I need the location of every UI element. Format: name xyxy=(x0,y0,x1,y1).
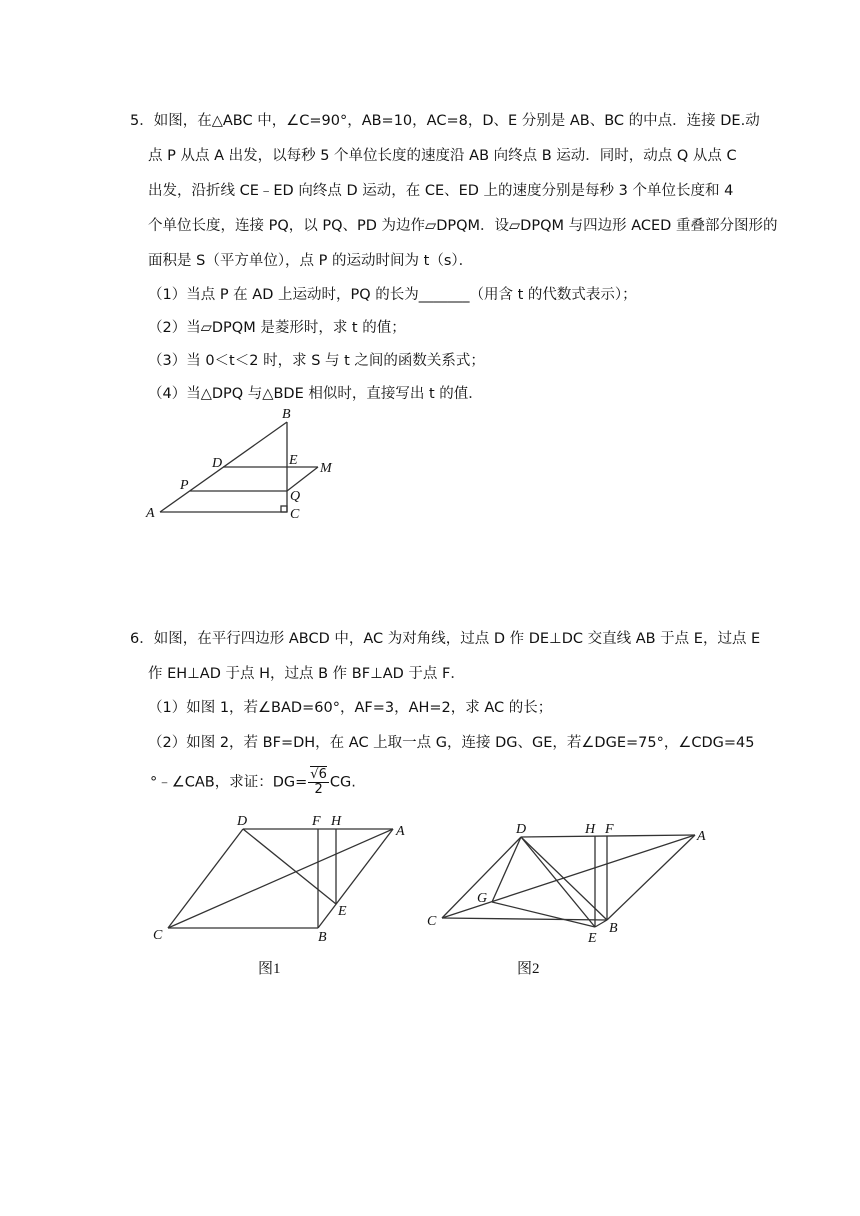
fig2-caption: 图2 xyxy=(517,961,540,977)
p6-question2a: （2）如图 2，若 BF=DH，在 AC 上取一点 G，连接 DG、GE，若∠DGE=75°，∠CDG=45 xyxy=(148,735,755,751)
fig1-label-C: C xyxy=(153,928,163,943)
fig1-label-F: F xyxy=(312,814,321,829)
sqrt6: √6 xyxy=(310,767,327,782)
p6-question1: （1）如图 1，若∠BAD=60°，AF=3，AH=2，求 AC 的长； xyxy=(148,700,553,716)
p5-label-Q: Q xyxy=(290,489,301,504)
p5-question2: （2）当▱DPQM 是菱形时，求 t 的值； xyxy=(148,320,406,336)
p5-line5: 面积是 S（平方单位），点 P 的运动时间为 t（s）． xyxy=(148,253,474,269)
fig1-label-A: A xyxy=(396,824,405,839)
fraction-denominator: 2 xyxy=(314,782,323,797)
fig2-label-A: A xyxy=(697,829,706,844)
p5-figure xyxy=(140,400,350,534)
fig2-label-E: E xyxy=(588,931,597,946)
sqrt6-over-2-fraction xyxy=(308,768,329,797)
fig2-label-B: B xyxy=(609,921,618,936)
p6-figure1 xyxy=(145,805,415,989)
p6-q2b-suffix: CG. xyxy=(329,774,356,791)
fig1-label-H: H xyxy=(331,814,342,829)
fig1-caption: 图1 xyxy=(258,961,281,977)
p5-label-C: C xyxy=(290,507,300,522)
p5-label-B: B xyxy=(282,407,291,422)
p6-q2b-prefix: °﹣∠CAB，求证：DG= xyxy=(150,774,308,791)
p5-label-P: P xyxy=(180,478,189,493)
fig2-label-G: G xyxy=(477,891,488,906)
fig1-label-B: B xyxy=(318,930,327,945)
p6-line1: 6．如图，在平行四边形 ABCD 中，AC 为对角线，过点 D 作 DE⊥DC 交直线 AB 于点 E，过点 E xyxy=(130,631,761,647)
p6-line2: 作 EH⊥AD 于点 H，过点 B 作 BF⊥AD 于点 F． xyxy=(148,666,465,682)
fig1-label-E: E xyxy=(338,904,347,919)
fig2-label-D: D xyxy=(516,822,527,837)
fig2-label-H: H xyxy=(585,822,596,837)
p5-line1: 5．如图，在△ABC 中，∠C=90°，AB=10，AC=8，D、E 分别是 AB、BC 的中点．连接 DE.动 xyxy=(130,113,760,129)
p5-question1: （1）当点 P 在 AD 上运动时，PQ 的长为_______（用含 t 的代数式表示）； xyxy=(148,287,637,303)
p5-question3: （3）当 0＜t＜2 时，求 S 与 t 之间的函数关系式； xyxy=(148,353,485,369)
p5-line2: 点 P 从点 A 出发，以每秒 5 个单位长度的速度沿 AB 向终点 B 运动．同时，动点 Q 从点 C xyxy=(148,148,737,164)
p5-label-A: A xyxy=(146,506,155,521)
p5-question4: （4）当△DPQ 与△BDE 相似时，直接写出 t 的值． xyxy=(148,386,483,402)
p5-label-E: E xyxy=(289,453,298,468)
p5-line3: 出发，沿折线 CE﹣ED 向终点 D 运动，在 CE、ED 上的速度分别是每秒 3 个单位长度和 4 xyxy=(148,183,734,199)
p6-question2b xyxy=(150,768,356,797)
fig2-label-C: C xyxy=(427,914,437,929)
p5-line4: 个单位长度，连接 PQ，以 PQ、PD 为边作▱DPQM．设▱DPQM 与四边形 ACED 重叠部分图形的 xyxy=(148,218,778,234)
fig2-label-F: F xyxy=(605,822,614,837)
p6-figure2 xyxy=(420,810,720,989)
p5-label-M: M xyxy=(320,461,332,476)
fig1-label-D: D xyxy=(237,814,248,829)
p5-label-D: D xyxy=(212,456,223,471)
